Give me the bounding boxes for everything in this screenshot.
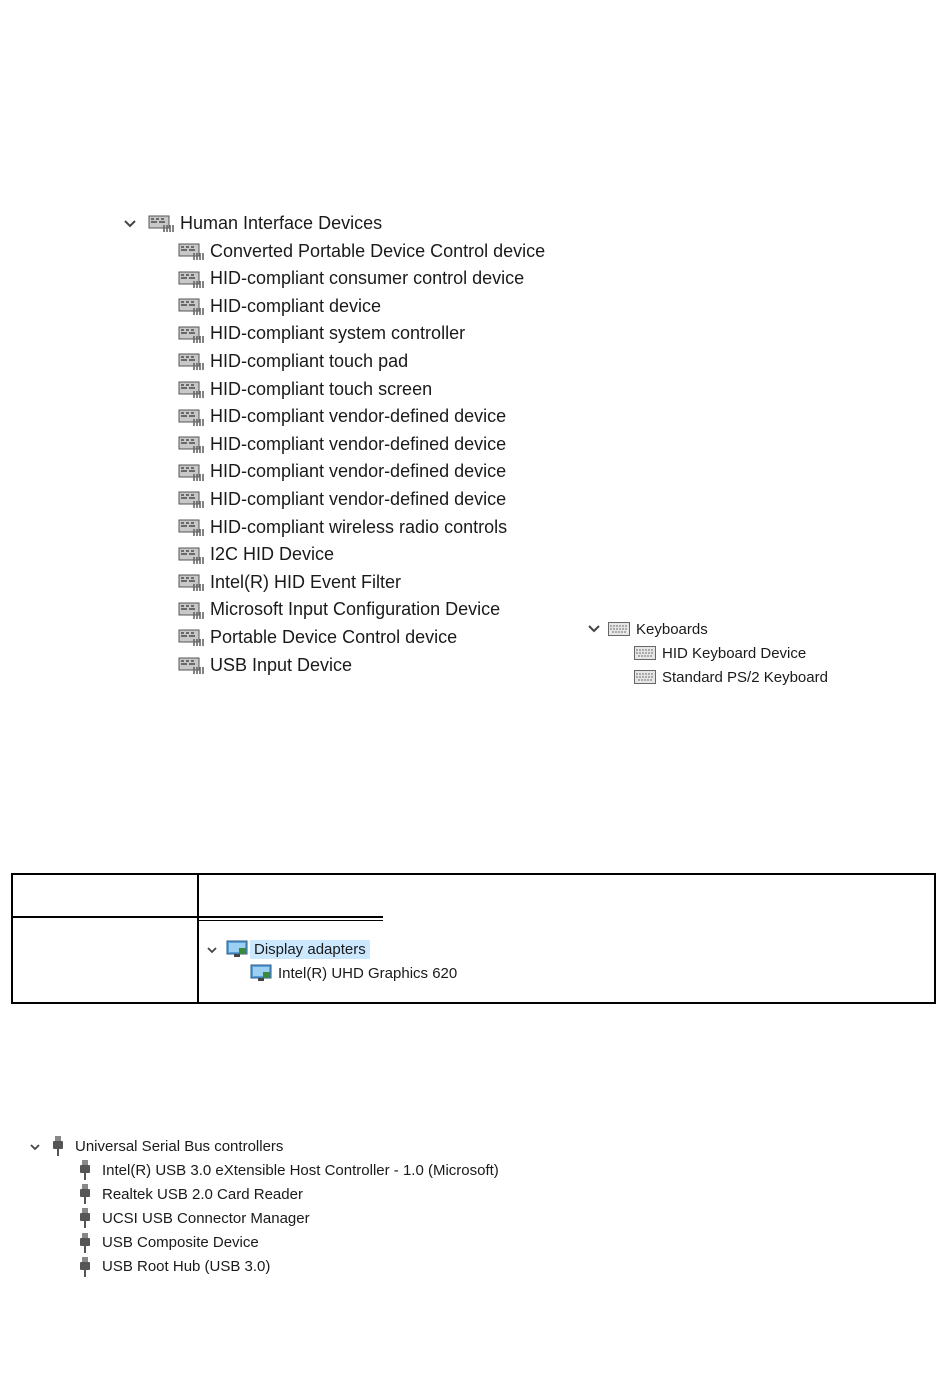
category-label: Display adapters xyxy=(250,940,370,959)
table-divider xyxy=(199,916,383,918)
tree-item[interactable] xyxy=(634,666,828,688)
tree-item[interactable] xyxy=(178,624,457,650)
hid-device-icon xyxy=(178,626,204,648)
tree-item[interactable] xyxy=(178,569,401,595)
tree-item-label: Portable Device Control device xyxy=(210,626,458,647)
tree-item[interactable] xyxy=(178,459,506,485)
tree-item-label: Microsoft Input Configuration Device xyxy=(210,599,501,620)
tree-item-label: USB Root Hub (USB 3.0) xyxy=(102,1258,271,1276)
tree-item-label: UCSI USB Connector Manager xyxy=(102,1209,310,1227)
hid-device-icon xyxy=(178,516,204,538)
category-label: Human Interface Devices xyxy=(180,212,383,233)
tree-item[interactable] xyxy=(178,542,334,568)
usb-plug-icon xyxy=(78,1257,92,1277)
chevron-down-icon[interactable] xyxy=(586,621,602,638)
display-adapters-table xyxy=(11,873,936,1004)
tree-item-label: Converted Portable Device Control device xyxy=(210,240,546,261)
keyboard-icon xyxy=(634,670,656,684)
usb-plug-icon xyxy=(78,1208,92,1228)
hid-device-icon xyxy=(178,433,204,455)
tree-item-label: HID-compliant device xyxy=(210,295,382,316)
tree-item[interactable] xyxy=(78,1256,270,1278)
tree-node-keyboards[interactable] xyxy=(586,618,708,640)
tree-item[interactable] xyxy=(178,293,381,319)
tree-item-label: HID-compliant vendor-defined device xyxy=(210,433,507,454)
tree-item[interactable] xyxy=(634,642,806,664)
hid-device-icon xyxy=(178,654,204,676)
hid-device-icon xyxy=(178,571,204,593)
tree-item[interactable] xyxy=(78,1159,499,1181)
hid-device-icon xyxy=(178,240,204,262)
tree-item[interactable] xyxy=(178,597,500,623)
tree-item[interactable] xyxy=(178,348,408,374)
tree-item-label: HID-compliant touch pad xyxy=(210,350,409,371)
tree-item-label: HID-compliant vendor-defined device xyxy=(210,488,507,509)
table-divider xyxy=(197,875,199,1002)
table-divider xyxy=(199,920,383,921)
tree-item[interactable] xyxy=(178,514,507,540)
tree-item-label: HID-compliant system controller xyxy=(210,323,466,344)
tree-item-label: HID Keyboard Device xyxy=(662,644,807,662)
usb-plug-icon xyxy=(78,1184,92,1204)
tree-item-label: USB Input Device xyxy=(210,654,353,675)
tree-item[interactable] xyxy=(178,376,432,402)
keyboard-icon xyxy=(634,646,656,660)
tree-item-label: Intel(R) USB 3.0 eXtensible Host Controller - 1.0 (Microsoft) xyxy=(102,1161,499,1179)
table-divider xyxy=(13,916,197,918)
tree-item-label: Intel(R) UHD Graphics 620 xyxy=(278,964,458,982)
tree-item-label: Intel(R) HID Event Filter xyxy=(210,571,402,592)
tree-item-label: HID-compliant wireless radio controls xyxy=(210,516,508,537)
monitor-icon xyxy=(226,940,248,958)
tree-item[interactable] xyxy=(178,321,465,347)
tree-item-label: HID-compliant consumer control device xyxy=(210,268,525,289)
chevron-down-icon[interactable] xyxy=(122,213,138,234)
tree-item[interactable] xyxy=(78,1207,310,1229)
hid-device-icon xyxy=(178,461,204,483)
tree-item[interactable] xyxy=(178,431,506,457)
category-label: Keyboards xyxy=(636,620,708,638)
usb-plug-icon xyxy=(78,1160,92,1180)
tree-item[interactable] xyxy=(78,1183,303,1205)
tree-item-label: HID-compliant vendor-defined device xyxy=(210,461,507,482)
usb-plug-icon xyxy=(51,1136,65,1156)
tree-item-label: Standard PS/2 Keyboard xyxy=(662,668,828,686)
hid-device-icon xyxy=(148,212,174,234)
tree-item-label: HID-compliant vendor-defined device xyxy=(210,406,507,427)
hid-device-icon xyxy=(178,406,204,428)
hid-device-icon xyxy=(178,295,204,317)
tree-item[interactable] xyxy=(178,486,506,512)
hid-device-icon xyxy=(178,544,204,566)
tree-node-display-adapters[interactable] xyxy=(204,938,370,960)
usb-plug-icon xyxy=(78,1233,92,1253)
hid-device-icon xyxy=(178,323,204,345)
category-label: Universal Serial Bus controllers xyxy=(75,1137,284,1155)
hid-device-icon xyxy=(178,378,204,400)
tree-item[interactable] xyxy=(178,404,506,430)
tree-item-label: HID-compliant touch screen xyxy=(210,378,433,399)
hid-device-icon xyxy=(178,599,204,621)
chevron-down-icon[interactable] xyxy=(204,941,220,958)
tree-item[interactable] xyxy=(78,1232,259,1254)
hid-device-icon xyxy=(178,488,204,510)
tree-node-human-interface-devices[interactable] xyxy=(122,210,382,236)
tree-item-label: I2C HID Device xyxy=(210,544,335,565)
tree-node-usb-controllers[interactable] xyxy=(27,1135,283,1157)
tree-item-label: Realtek USB 2.0 Card Reader xyxy=(102,1185,303,1203)
tree-item[interactable] xyxy=(178,652,352,678)
tree-item[interactable] xyxy=(178,266,524,292)
monitor-icon xyxy=(250,964,272,982)
hid-device-icon xyxy=(178,268,204,290)
hid-device-icon xyxy=(178,350,204,372)
keyboard-icon xyxy=(608,622,630,636)
tree-item[interactable] xyxy=(178,238,545,264)
tree-item-label: USB Composite Device xyxy=(102,1234,259,1252)
tree-item[interactable] xyxy=(250,962,457,984)
chevron-down-icon[interactable] xyxy=(27,1138,43,1155)
